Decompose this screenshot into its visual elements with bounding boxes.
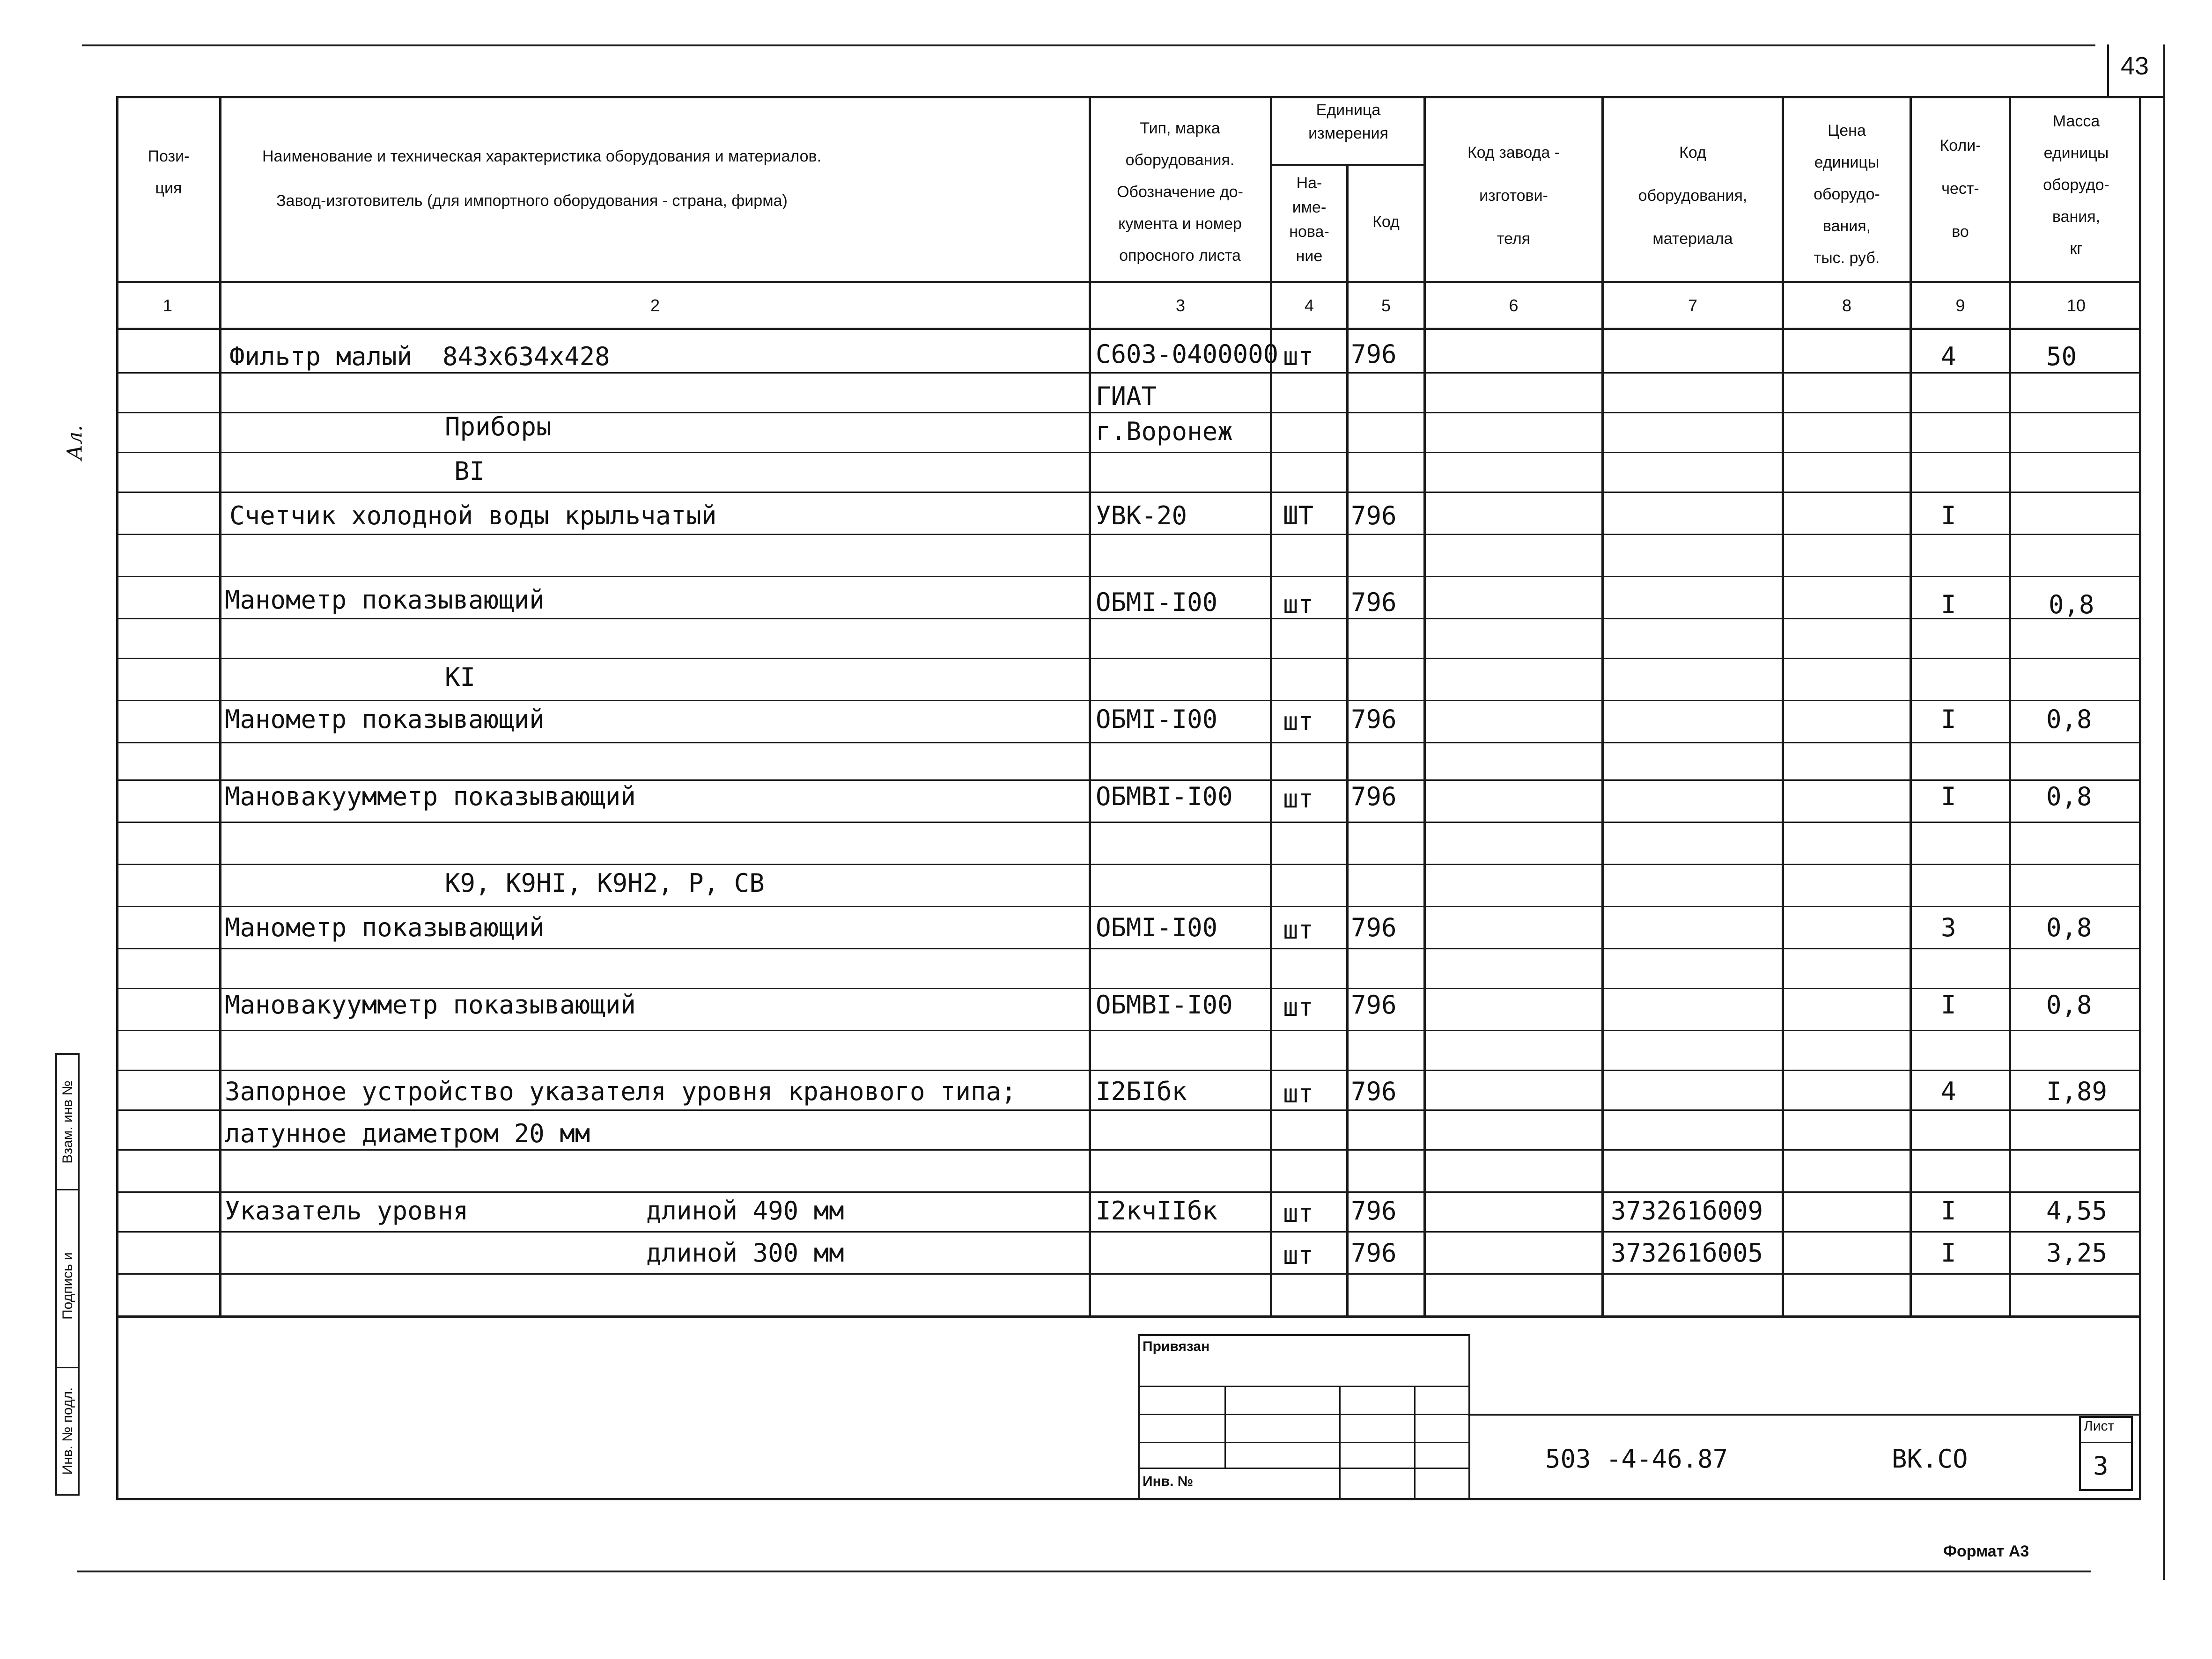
row-11-unit: шт	[1283, 992, 1314, 1022]
row-8-mass: 0,8	[2046, 782, 2092, 811]
row-12-qty: 4	[1941, 1077, 1956, 1106]
left-margin-divider	[55, 1367, 80, 1368]
header-quantity: Коли- чест- во	[1939, 137, 1981, 241]
row-10-qty: 3	[1941, 913, 1956, 942]
row-14-mass: 4,55	[2046, 1196, 2108, 1226]
row-line	[116, 492, 2141, 493]
inv-label: Инв. №	[1143, 1474, 1194, 1489]
row-line	[116, 700, 2141, 701]
row-line	[116, 822, 2141, 823]
row-15-mass: 3,25	[2046, 1238, 2108, 1268]
row-line	[116, 1030, 2141, 1031]
header-price: Цена единицы оборудо- вания, тыс. руб.	[1814, 122, 1880, 267]
row-line	[116, 1109, 2141, 1111]
header-mass: Масса единицы оборудо- вания, кг	[2043, 112, 2109, 257]
section-bi: BI	[454, 456, 485, 486]
row-14-name: Указатель уровня	[225, 1196, 469, 1226]
top-border-line	[82, 44, 2095, 46]
colnum-6: 6	[1509, 296, 1519, 315]
row-line	[116, 742, 2141, 743]
col-line-8	[1910, 96, 1912, 1318]
row-15-qty: I	[1941, 1238, 1956, 1268]
row-8-qty: I	[1941, 782, 1956, 811]
row-8-unit: шт	[1283, 784, 1314, 814]
row-10-name: Манометр показывающий	[225, 913, 545, 942]
row-0-name: Фильтр малый	[229, 342, 413, 371]
row-11-type: ОБМВI-I00	[1096, 990, 1233, 1020]
row-11-name: Мановакуумметр показывающий	[225, 990, 636, 1020]
row-11-code: 796	[1351, 990, 1397, 1020]
row-4-name: Счетчик холодной воды крыльчатый	[229, 501, 717, 530]
col-line-9	[2009, 96, 2011, 1318]
row-line	[116, 1273, 2141, 1275]
stamp-top-line	[1468, 1414, 2141, 1416]
privyazan-line	[1138, 1414, 1470, 1415]
colnum-9: 9	[1955, 296, 1965, 315]
colnum-10: 10	[2066, 296, 2086, 315]
row-7-qty: I	[1941, 705, 1956, 734]
row-line	[116, 576, 2141, 577]
section-pribory: Приборы	[445, 412, 552, 441]
header-unit-name: На- име- нова- ние	[1289, 174, 1329, 265]
row-line	[116, 658, 2141, 659]
row-0-mass: 50	[2046, 342, 2077, 371]
row-0-code: 796	[1351, 339, 1397, 369]
designation: 503 -4-46.87	[1545, 1444, 1728, 1474]
row-8-code: 796	[1351, 782, 1397, 811]
row-14-type: I2кчIIбк	[1096, 1196, 1218, 1226]
row-line	[116, 452, 2141, 453]
row-4-qty: I	[1941, 501, 1956, 530]
col-line-7	[1782, 96, 1784, 1318]
row-14-code: 796	[1351, 1196, 1397, 1226]
col-line-1	[219, 96, 221, 1318]
row-line	[116, 618, 2141, 619]
section-ki: KI	[445, 662, 476, 692]
row-0-type: С603-0400000	[1096, 339, 1279, 369]
row-0-unit: шт	[1283, 342, 1314, 371]
units-subheader-line	[1270, 164, 1426, 166]
colnum-5: 5	[1381, 296, 1391, 315]
section-k9: К9, К9НI, К9Н2, Р, СВ	[445, 868, 765, 898]
privyazan-line	[1138, 1386, 1470, 1387]
row-line	[116, 906, 2141, 907]
row-10-unit: шт	[1283, 915, 1314, 945]
row-line	[116, 372, 2141, 374]
colnum-4: 4	[1304, 296, 1314, 315]
row-2-type: г.Воронеж	[1096, 417, 1233, 446]
row-14-length: длиной 490 мм	[646, 1196, 844, 1226]
row-12-mass: I,89	[2046, 1077, 2108, 1106]
row-8-type: ОБМВI-I00	[1096, 782, 1233, 811]
col-line-4	[1346, 164, 1349, 1318]
privyazan-line	[1138, 1468, 1470, 1469]
row-5-qty: I	[1941, 590, 1956, 619]
header-equipment-code: Код оборудования, материала	[1638, 144, 1747, 248]
col-line-3	[1270, 96, 1272, 1318]
row-line	[116, 1070, 2141, 1071]
colnum-bottom-line	[116, 328, 2141, 330]
row-line	[116, 1149, 2141, 1151]
vertical-vzam-inv: Взам. инв №	[60, 1080, 75, 1164]
row-12-code: 796	[1351, 1077, 1397, 1106]
right-border-line	[2163, 44, 2165, 1580]
row-5-type: ОБМI-I00	[1096, 587, 1218, 617]
sheet-corner-number: 43	[2120, 52, 2149, 80]
row-10-code: 796	[1351, 913, 1397, 942]
col-line-5	[1423, 96, 1426, 1318]
header-type: Тип, марка оборудования. Обозначение до- кумента и номер опросного листа	[1117, 119, 1243, 264]
row-7-code: 796	[1351, 705, 1397, 734]
row-12-name: Запорное устройство указателя уровня кранового типа;	[225, 1077, 1017, 1106]
list-number: 3	[2093, 1451, 2109, 1481]
header-unit-code: Код	[1372, 213, 1400, 231]
row-4-code: 796	[1351, 501, 1397, 530]
row-4-unit: ШТ	[1283, 501, 1314, 530]
row-5-mass: 0,8	[2049, 590, 2094, 619]
privyazan-vline	[1224, 1386, 1226, 1468]
header-name-line1: Наименование и техническая характеристика оборудования и материалов.	[262, 147, 822, 165]
row-line	[116, 864, 2141, 865]
row-14-equip-code: 373261б009	[1611, 1196, 1763, 1226]
colnum-2: 2	[650, 296, 660, 315]
privyazan-line	[1138, 1442, 1470, 1443]
row-10-mass: 0,8	[2046, 913, 2092, 942]
row-1-type: ГИАТ	[1096, 382, 1157, 411]
row-line	[116, 988, 2141, 989]
row-7-type: ОБМI-I00	[1096, 705, 1218, 734]
colnum-7: 7	[1688, 296, 1698, 315]
row-11-qty: I	[1941, 990, 1956, 1020]
row-15-unit: шт	[1283, 1241, 1314, 1270]
row-5-name: Манометр показывающий	[225, 585, 545, 615]
row-10-type: ОБМI-I00	[1096, 913, 1218, 942]
vertical-inv-podl: Инв. № подл.	[60, 1387, 75, 1475]
format-label: Формат А3	[1943, 1542, 2029, 1560]
row-15-equip-code: 373261б005	[1611, 1238, 1763, 1268]
row-12-type: I2БIбк	[1096, 1077, 1187, 1106]
vertical-podpis: Подпись и	[60, 1252, 75, 1320]
row-4-type: УВК-20	[1096, 501, 1187, 530]
row-line	[116, 1231, 2141, 1233]
row-7-unit: шт	[1283, 707, 1314, 736]
row-8-name: Мановакуумметр показывающий	[225, 782, 636, 811]
list-label: Лист	[2084, 1418, 2115, 1434]
row-line	[116, 779, 2141, 781]
list-box-divider	[2079, 1442, 2133, 1443]
row-line	[116, 534, 2141, 535]
privyazan-label: Привязан	[1143, 1339, 1210, 1354]
row-line	[116, 1191, 2141, 1193]
row-11-mass: 0,8	[2046, 990, 2092, 1020]
row-14-unit: шт	[1283, 1198, 1314, 1228]
row-line	[116, 412, 2141, 413]
colnum-3: 3	[1175, 296, 1186, 315]
left-margin-mark: Ал.	[63, 425, 87, 461]
header-name-line2: Завод-изготовитель (для импортного оборудования - страна, фирма)	[276, 192, 788, 210]
header-factory-code: Код завода - изготови- теля	[1467, 144, 1560, 248]
colnum-8: 8	[1842, 296, 1852, 315]
doc-code: ВК.СО	[1892, 1444, 1968, 1474]
row-12-unit: шт	[1283, 1079, 1314, 1108]
privyazan-vline	[1414, 1386, 1416, 1500]
left-margin-divider	[55, 1189, 80, 1190]
privyazan-vline	[1339, 1386, 1341, 1500]
row-7-name: Манометр показывающий	[225, 705, 545, 734]
row-line	[116, 948, 2141, 949]
row-7-mass: 0,8	[2046, 705, 2092, 734]
row-5-unit: шт	[1283, 590, 1314, 619]
header-unit-group: Единица измерения	[1308, 101, 1388, 142]
row-15-code: 796	[1351, 1238, 1397, 1268]
row-5-code: 796	[1351, 587, 1397, 617]
row-15-length: длиной 300 мм	[646, 1238, 844, 1268]
col-line-2	[1089, 96, 1091, 1318]
row-0-dimensions: 843х634х428	[442, 342, 610, 371]
header-position: Пози- ция	[147, 147, 190, 197]
colnum-1: 1	[162, 296, 173, 315]
row-14-qty: I	[1941, 1196, 1956, 1226]
bottom-border-line	[77, 1571, 2091, 1572]
bottom-frame	[116, 1318, 2141, 1500]
col-line-6	[1601, 96, 1604, 1318]
row-13-name: латунное диаметром 20 мм	[225, 1119, 590, 1148]
row-0-qty: 4	[1941, 342, 1956, 371]
